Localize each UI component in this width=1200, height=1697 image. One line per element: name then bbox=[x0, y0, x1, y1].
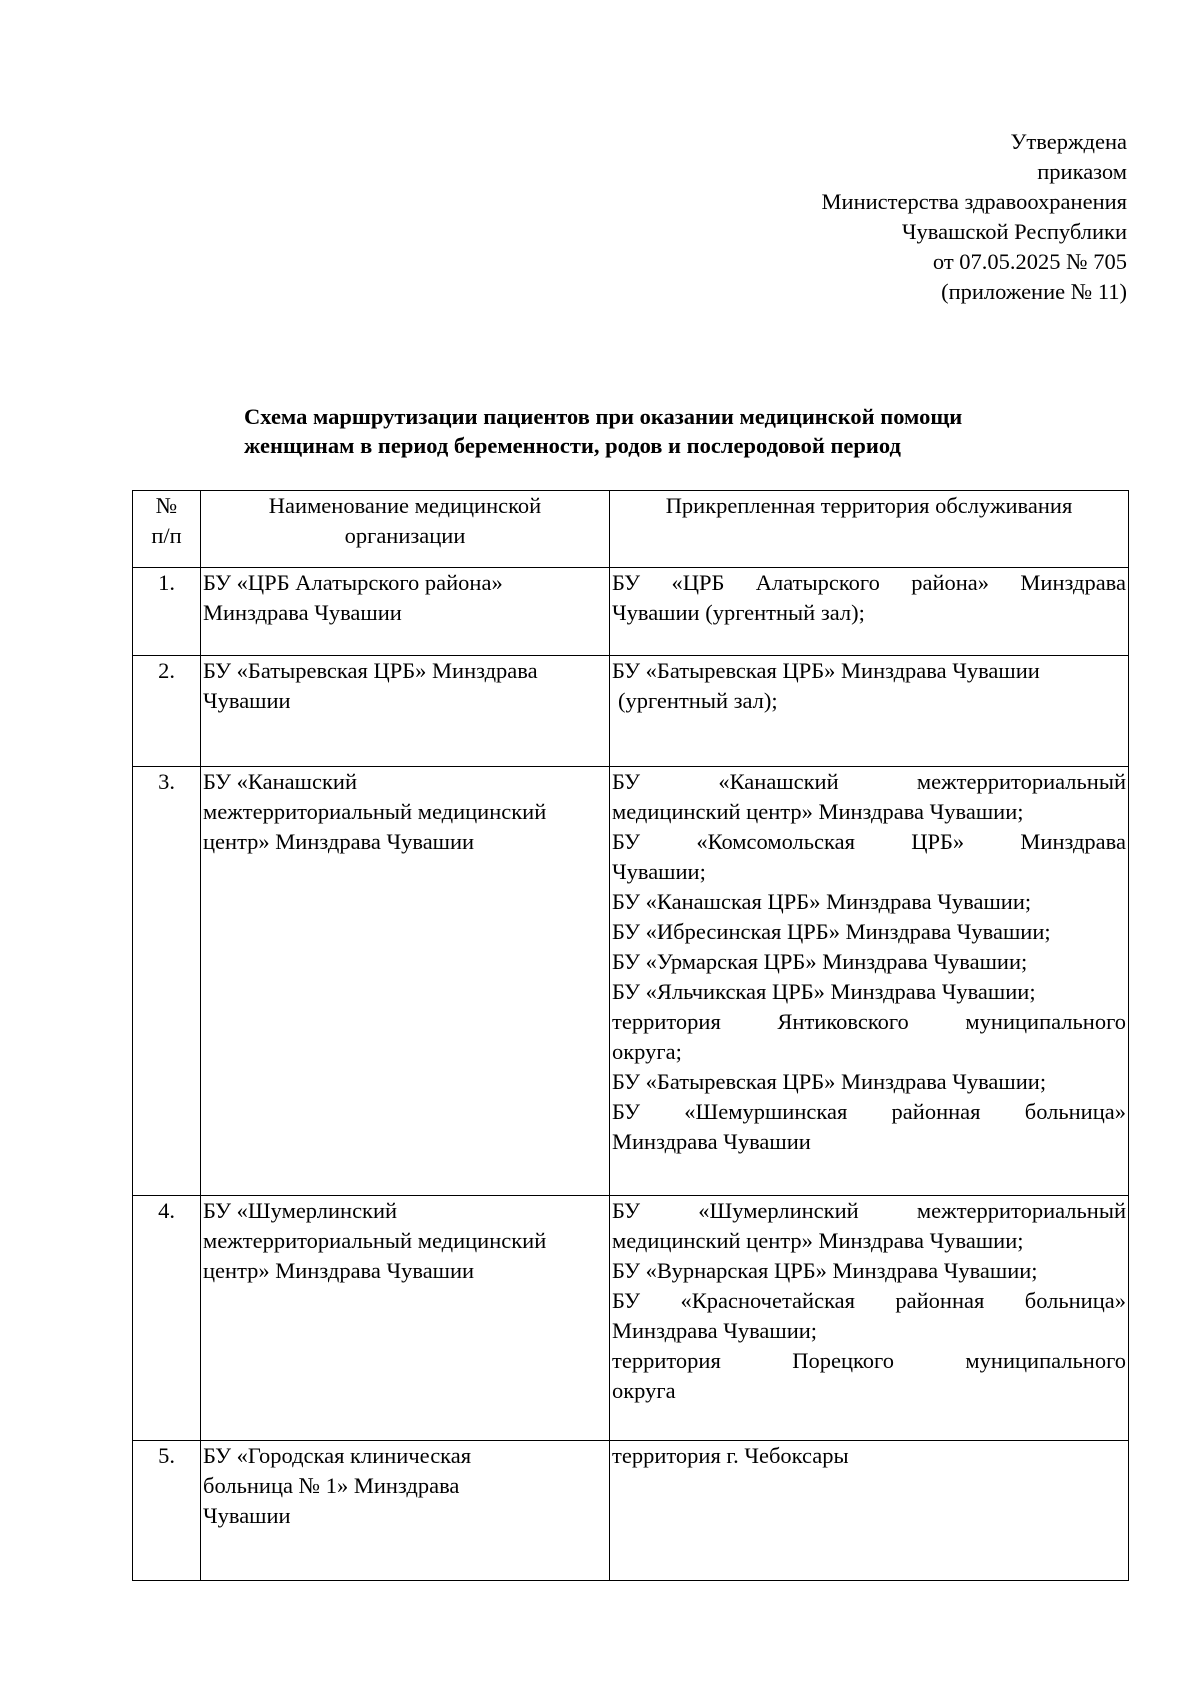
row-number: 2. bbox=[133, 656, 201, 767]
cell-line: Чувашии; bbox=[612, 859, 706, 884]
cell-line: территория г. Чебоксары bbox=[612, 1443, 849, 1468]
cell-line: Чувашии bbox=[203, 688, 291, 713]
cell-line: Чувашии (ургентный зал); bbox=[612, 600, 865, 625]
cell-line: БУ «Шумерлинский межтерриториальный bbox=[612, 1198, 1126, 1223]
row-organization bbox=[201, 656, 610, 767]
cell-line: территория Порецкого муниципального bbox=[612, 1348, 1126, 1373]
cell-line: округа; bbox=[612, 1039, 682, 1064]
routing-table bbox=[132, 490, 1129, 1581]
row-organization bbox=[201, 1441, 610, 1581]
cell-line: Минздрава Чувашии; bbox=[612, 1318, 818, 1343]
table-row bbox=[133, 568, 1129, 656]
row-organization bbox=[201, 767, 610, 1196]
table-row bbox=[133, 1196, 1129, 1441]
cell-line: БУ «Батыревская ЦРБ» Минздрава bbox=[203, 658, 538, 683]
row-territory bbox=[610, 1196, 1129, 1441]
document-title bbox=[244, 402, 1124, 460]
cell-line: БУ «Комсомольская ЦРБ» Минздрава bbox=[612, 829, 1126, 854]
cell-line: медицинский центр» Минздрава Чувашии; bbox=[612, 1228, 1024, 1253]
table-header-row bbox=[133, 491, 1129, 568]
header-organization-line: Наименование медицинской bbox=[268, 493, 542, 518]
cell-line: Минздрава Чувашии bbox=[203, 600, 402, 625]
approval-line: от 07.05.2025 № 705 bbox=[932, 249, 1127, 274]
header-number-line: п/п bbox=[151, 523, 182, 548]
row-number: 3. bbox=[133, 767, 201, 1196]
header-organization bbox=[201, 491, 610, 568]
cell-line: округа bbox=[612, 1378, 676, 1403]
cell-line: больница № 1» Минздрава bbox=[203, 1473, 460, 1498]
cell-line: БУ «Батыревская ЦРБ» Минздрава Чувашии bbox=[612, 658, 1040, 683]
row-number: 4. bbox=[133, 1196, 201, 1441]
table-row bbox=[133, 767, 1129, 1196]
cell-line: БУ «Ибресинская ЦРБ» Минздрава Чувашии; bbox=[612, 919, 1051, 944]
title-line-1: Схема маршрутизации пациентов при оказании медицинской помощи bbox=[244, 404, 963, 429]
cell-line: БУ «Шемуршинская районная больница» bbox=[612, 1099, 1126, 1124]
cell-line: межтерриториальный медицинский bbox=[203, 799, 547, 824]
row-number: 5. bbox=[133, 1441, 201, 1581]
approval-line: Утверждена bbox=[1010, 129, 1127, 154]
header-organization-line: организации bbox=[344, 523, 466, 548]
cell-line: БУ «ЦРБ Алатырского района» Минздрава bbox=[612, 570, 1126, 595]
approval-line: (приложение № 11) bbox=[941, 279, 1127, 304]
cell-line: территория Янтиковского муниципального bbox=[612, 1009, 1126, 1034]
cell-line: центр» Минздрава Чувашии bbox=[203, 1258, 475, 1283]
approval-line: Министерства здравоохранения bbox=[821, 189, 1127, 214]
cell-line: БУ «Урмарская ЦРБ» Минздрава Чувашии; bbox=[612, 949, 1028, 974]
cell-line: Чувашии bbox=[203, 1503, 291, 1528]
cell-line: межтерриториальный медицинский bbox=[203, 1228, 547, 1253]
row-territory bbox=[610, 767, 1129, 1196]
cell-line: Минздрава Чувашии bbox=[612, 1129, 811, 1154]
cell-line: БУ «ЦРБ Алатырского района» bbox=[203, 570, 503, 595]
cell-line: БУ «Шумерлинский bbox=[203, 1198, 398, 1223]
cell-line: БУ «Красночетайская районная больница» bbox=[612, 1288, 1126, 1313]
cell-line: БУ «Канашская ЦРБ» Минздрава Чувашии; bbox=[612, 889, 1032, 914]
cell-line: БУ «Вурнарская ЦРБ» Минздрава Чувашии; bbox=[612, 1258, 1038, 1283]
cell-line: БУ «Батыревская ЦРБ» Минздрава Чувашии; bbox=[612, 1069, 1047, 1094]
cell-line: БУ «Городская клиническая bbox=[203, 1443, 472, 1468]
row-number: 1. bbox=[133, 568, 201, 656]
row-territory bbox=[610, 1441, 1129, 1581]
cell-line: (ургентный зал); bbox=[618, 688, 778, 713]
table-row bbox=[133, 1441, 1129, 1581]
row-territory bbox=[610, 656, 1129, 767]
header-number-line: № bbox=[155, 493, 178, 518]
row-organization bbox=[201, 568, 610, 656]
cell-line: БУ «Канашский bbox=[203, 769, 357, 794]
approval-block bbox=[822, 127, 1127, 307]
cell-line: центр» Минздрава Чувашии bbox=[203, 829, 475, 854]
cell-line: БУ «Яльчикская ЦРБ» Минздрава Чувашии; bbox=[612, 979, 1036, 1004]
title-line-2: женщинам в период беременности, родов и послеродовой период bbox=[244, 433, 901, 458]
header-number bbox=[133, 491, 201, 568]
cell-line: медицинский центр» Минздрава Чувашии; bbox=[612, 799, 1024, 824]
approval-line: приказом bbox=[1037, 159, 1127, 184]
header-territory-line: Прикрепленная территория обслуживания bbox=[665, 493, 1073, 518]
row-territory bbox=[610, 568, 1129, 656]
table-row bbox=[133, 656, 1129, 767]
cell-line: БУ «Канашский межтерриториальный bbox=[612, 769, 1126, 794]
approval-line: Чувашской Республики bbox=[901, 219, 1127, 244]
row-organization bbox=[201, 1196, 610, 1441]
header-territory bbox=[610, 491, 1129, 568]
